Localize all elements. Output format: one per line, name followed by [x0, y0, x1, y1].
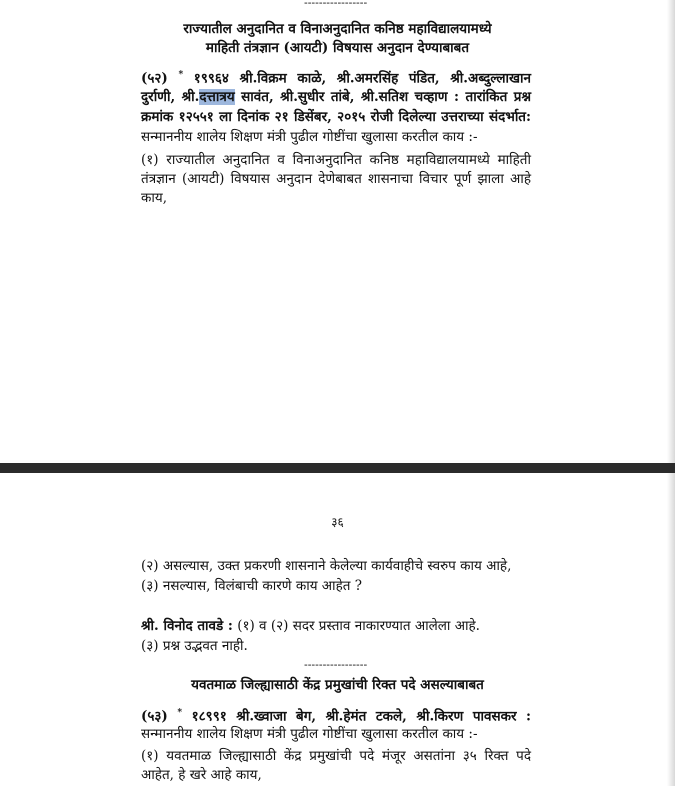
question-number: (५३) [141, 708, 168, 725]
document-page-2 [0, 473, 675, 786]
answer-speaker: श्री. विनोद तावडे : [141, 618, 233, 634]
question-1-line2: तंत्रज्ञान (आयटी) विषयास अनुदान देणेबाबत शासनाचा विचार पूर्ण झाला आहे [141, 171, 531, 187]
intro-text: सन्माननीय शालेय शिक्षण मंत्री पुढील गोष्टींचा खुलासा करतील काय :- [141, 129, 478, 145]
starred-marker: * [177, 708, 183, 718]
highlighted-text[interactable]: दत्तात्रय [199, 89, 235, 105]
question-1-line1: (१) यवतमाळ जिल्ह्यासाठी केंद्र प्रमुखांची पदे मंजूर असतांना ३५ रिक्त पदे [141, 748, 531, 764]
question-header-line3: क्रमांक १२५५१ ला दिनांक २१ डिसेंबर, २०१५ रोजी दिलेल्या उत्तराच्या संदर्भात: [141, 109, 531, 125]
question-header-line2 [141, 88, 531, 106]
separator-dashes: ----------------- [304, 658, 368, 671]
section-heading-line1: राज्यातील अनुदानित व विनाअनुदानित कनिष्ठ महाविद्यालयामध्ये [183, 21, 492, 37]
section-heading-line2: माहिती तंत्रज्ञान (आयटी) विषयास अनुदान देण्याबाबत [205, 40, 470, 56]
section-heading: यवतमाळ जिल्ह्यासाठी केंद्र प्रमुखांची रिक्त पदे असल्याबाबत [191, 677, 484, 693]
question-header [141, 704, 531, 726]
separator-dashes: ----------------- [304, 0, 368, 9]
page-edge-shadow [667, 0, 675, 463]
page-number: ३६ [331, 515, 344, 529]
intro-text: सन्माननीय शालेय शिक्षण मंत्री पुढील गोष्टींचा खुलासा करतील काय :- [141, 726, 478, 742]
member-names: श्री.विक्रम काळे, श्री.अमरसिंह पंडित, श्री.अब्दुल्लाखान [239, 70, 532, 87]
answer-line1 [141, 617, 480, 635]
answer-text: (१) व (२) सदर प्रस्ताव नाकारण्यात आलेला आहे. [232, 618, 480, 634]
question-1-line2: आहेत, हे खरे आहे काय, [141, 767, 262, 783]
member-names: श्री.ख्वाजा बेग, श्री.हेमंत टकले, श्री.किरण पावसकर : [236, 708, 532, 725]
question-reference: १८९९१ [191, 708, 227, 725]
page-break-bar [0, 463, 675, 473]
question-header-line1 [141, 66, 531, 88]
page-edge-shadow [667, 473, 675, 786]
question-reference: १९९६४ [193, 70, 229, 87]
question-1-line1: (१) राज्यातील अनुदानित व विनाअनुदानित कनिष्ठ महाविद्यालयामध्ये माहिती [141, 152, 531, 168]
question-number: (५२) [141, 70, 168, 87]
member-names-part: सावंत, श्री.सुधीर तांबे, श्री.सतिश चव्हाण : तारांकित प्रश्न [234, 89, 531, 105]
answer-line2: (३) प्रश्न उद्भवत नाही. [141, 638, 248, 654]
member-names-part: दुर्राणी, श्री. [141, 89, 200, 105]
starred-marker: * [178, 70, 184, 80]
question-2: (२) असल्यास, उक्त प्रकरणी शासनाने केलेल्या कार्यवाहीचे स्वरुप काय आहे, [141, 558, 512, 574]
question-3: (३) नसल्यास, विलंबाची कारणे काय आहेत ? [141, 578, 363, 594]
question-1-line3: काय, [141, 190, 167, 206]
